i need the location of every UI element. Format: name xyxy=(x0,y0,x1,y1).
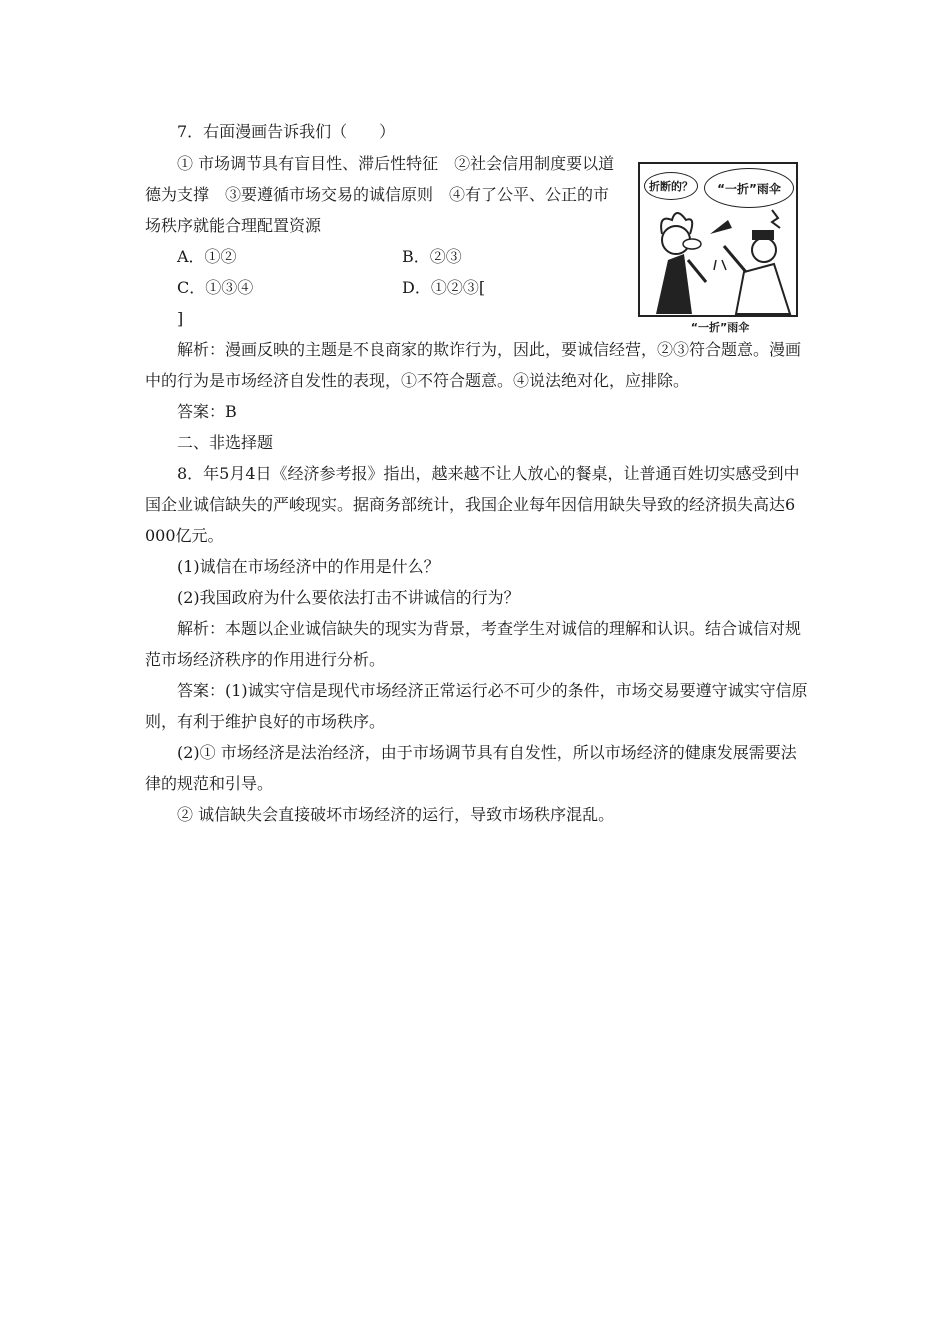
q7-option-c: C．①③④ xyxy=(177,278,254,297)
q7-option-b: B．②③ xyxy=(402,247,462,266)
q8-sub2: (2)我国政府为什么要依法打击不讲诚信的行为？ xyxy=(177,588,520,607)
q7-options-row-1 xyxy=(177,241,627,272)
q8-answer-3: ② 诚信缺失会直接破坏市场经济的运行，导致市场秩序混乱。 xyxy=(177,805,615,824)
q8-answer-2: (2)① 市场经济是法治经济，由于市场调节具有自发性，所以市场经济的健康发展需要法律的规范和引导。 xyxy=(145,743,797,793)
section-heading: 二、非选择题 xyxy=(177,433,274,452)
cartoon-bubble-right: “一折”雨伞 xyxy=(704,168,794,208)
q8-stem: 8．年5月4日《经济参考报》指出，越来越不让人放心的餐桌，让普通百姓切实感受到中国企业诚信缺失的严峻现实。据商务部统计，我国企业每年因信用缺失导致的经济损失高达6 000亿元。 xyxy=(145,464,800,545)
q8-analysis: 解析：本题以企业诚信缺失的现实为背景，考查学生对诚信的理解和认识。结合诚信对规范市场经济秩序的作用进行分析。 xyxy=(145,619,802,669)
q7-option-a: A．①② xyxy=(177,247,237,266)
umbrella-cartoon xyxy=(638,162,798,317)
q7-bracket-tail: ] xyxy=(177,309,184,328)
q8-sub1: (1)诚信在市场经济中的作用是什么？ xyxy=(177,557,440,576)
q7-analysis: 解析：漫画反映的主题是不良商家的欺诈行为，因此，要诚信经营，②③符合题意。漫画中的行为是市场经济自发性的表现，①不符合题意。④说法绝对化，应排除。 xyxy=(145,340,802,390)
q7-answer: 答案：B xyxy=(177,402,237,421)
cartoon-bubble-left: 折断的？ xyxy=(644,172,698,200)
q7-options-row-2 xyxy=(177,272,627,303)
q7-stem: 7．右面漫画告诉我们（ ） xyxy=(177,122,396,141)
q8-answer-1: 答案：(1)诚实守信是现代市场经济正常运行必不可少的条件，市场交易要遵守诚实守信原则，有利于维护良好的市场秩序。 xyxy=(145,681,808,731)
cartoon-caption: “一折”雨伞 xyxy=(690,321,750,334)
q7-statements: ① 市场调节具有盲目性、滞后性特征 ②社会信用制度要以道德为支撑 ③要遵循市场交易的诚信原则 ④有了公平、公正的市场秩序就能合理配置资源 xyxy=(145,154,615,235)
q7-option-d: D．①②③[ xyxy=(402,278,486,297)
q7-options xyxy=(177,241,627,334)
